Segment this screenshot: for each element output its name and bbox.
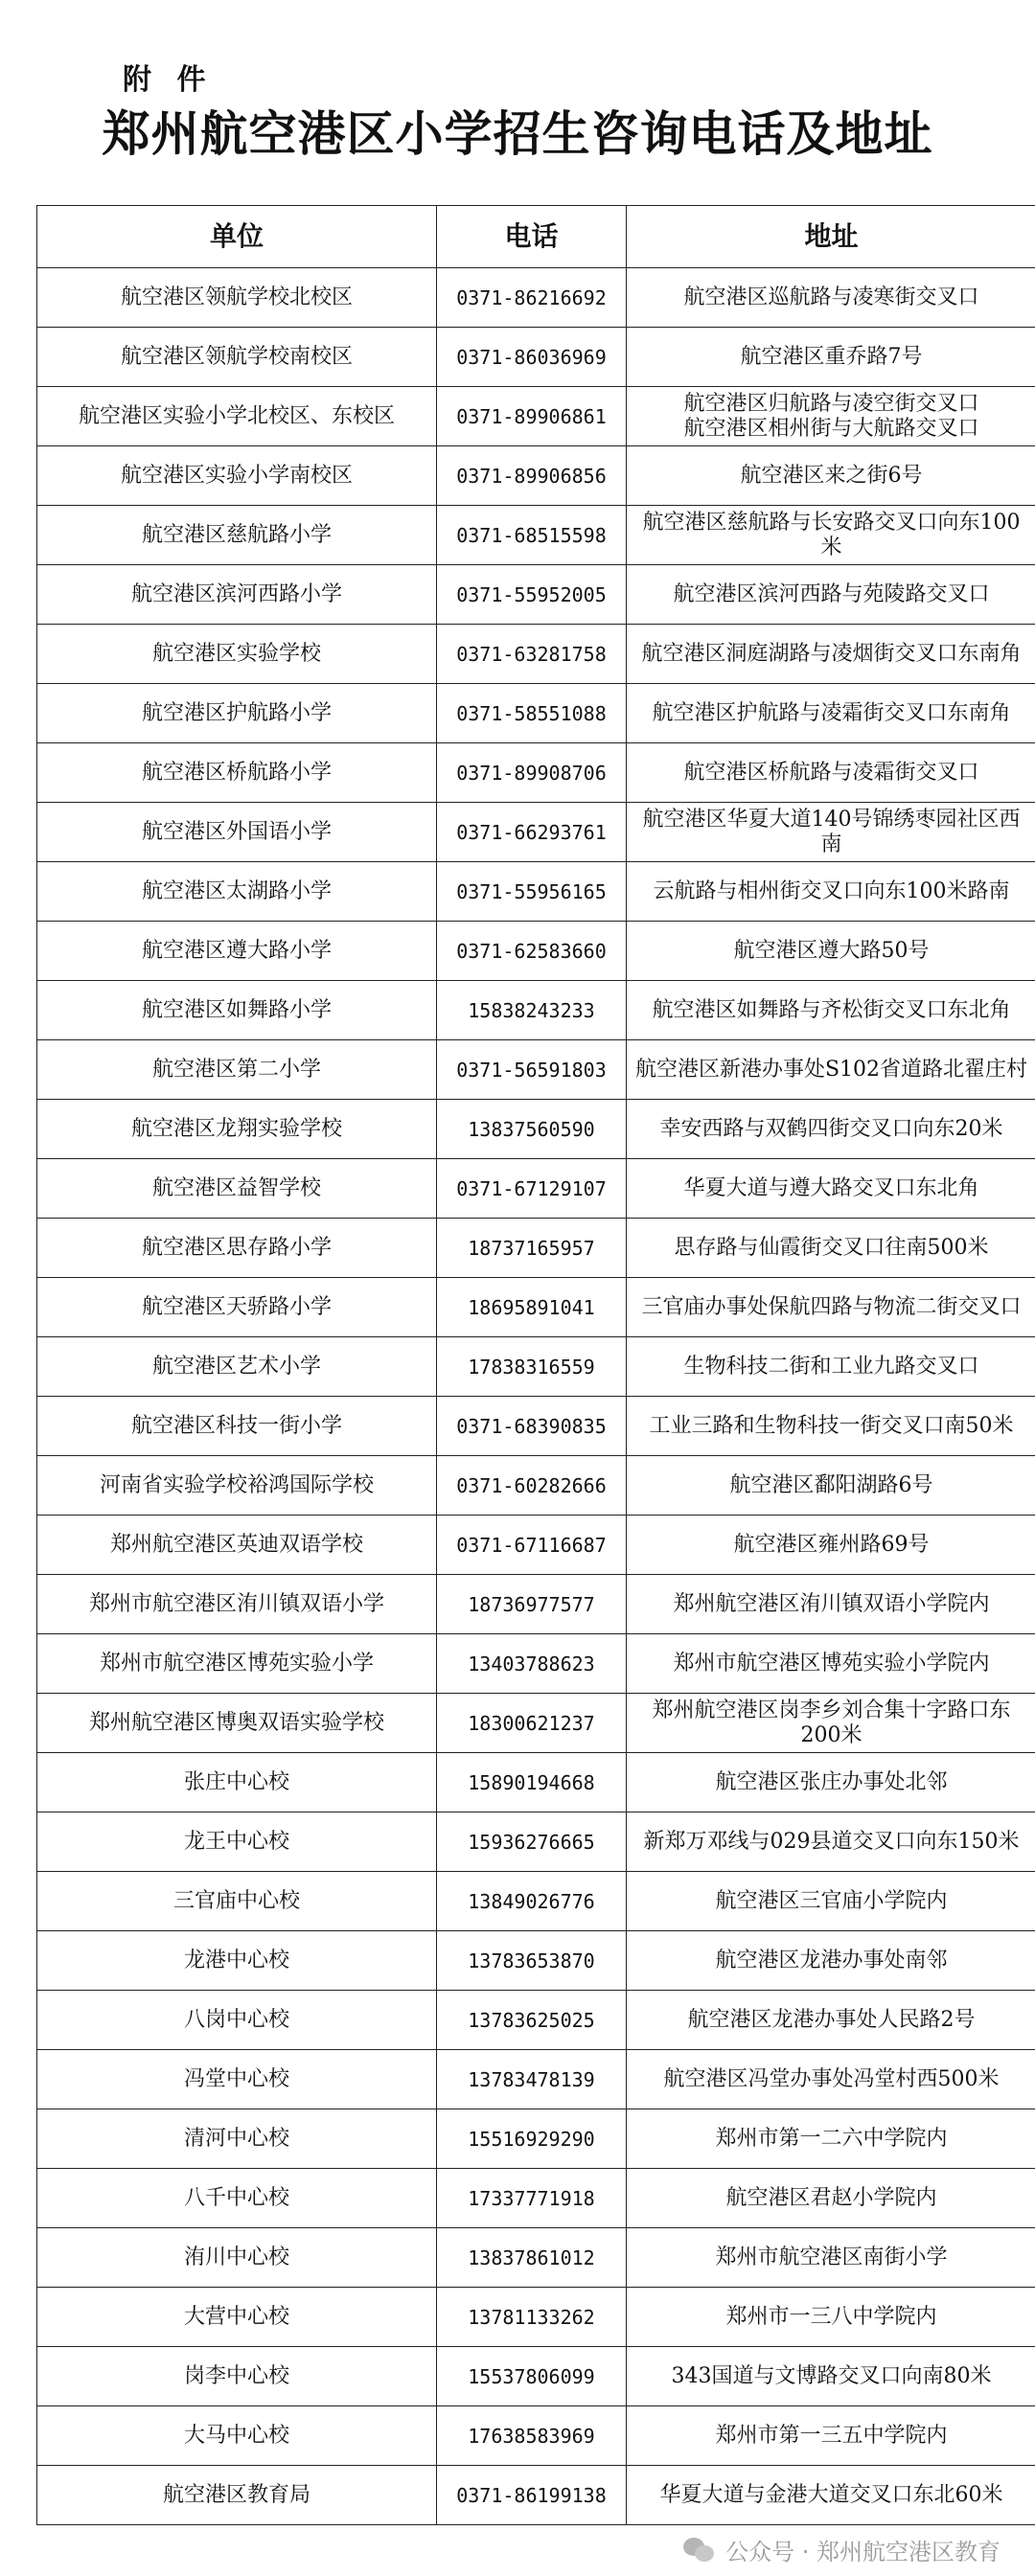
unit-cell: 航空港区外国语小学 (37, 803, 437, 862)
unit-cell: 航空港区桥航路小学 (37, 743, 437, 803)
table-row (37, 565, 1035, 625)
table-row (37, 743, 1035, 803)
phone-cell: 15516929290 (437, 2109, 627, 2169)
address-cell: 华夏大道与遵大路交叉口东北角 (627, 1159, 1035, 1219)
unit-cell: 航空港区实验小学北校区、东校区 (37, 387, 437, 446)
phone-cell: 18737165957 (437, 1219, 627, 1278)
unit-cell: 张庄中心校 (37, 1753, 437, 1812)
table-row (37, 1397, 1035, 1456)
address-cell: 航空港区护航路与凌霜街交叉口东南角 (627, 684, 1035, 743)
address-cell: 航空港区华夏大道140号锦绣枣园社区西南 (627, 803, 1035, 862)
table-row (37, 862, 1035, 922)
address-cell: 郑州市航空港区博苑实验小学院内 (627, 1634, 1035, 1694)
address-cell: 航空港区归航路与凌空街交叉口 航空港区相州街与大航路交叉口 (627, 387, 1035, 446)
phone-cell: 0371-89908706 (437, 743, 627, 803)
address-cell: 航空港区重乔路7号 (627, 328, 1035, 387)
phone-cell: 13781133262 (437, 2288, 627, 2347)
phone-cell: 0371-86199138 (437, 2466, 627, 2525)
address-cell: 航空港区洞庭湖路与凌烟街交叉口东南角 (627, 625, 1035, 684)
unit-cell: 航空港区遵大路小学 (37, 922, 437, 981)
address-cell: 云航路与相州街交叉口向东100米路南 (627, 862, 1035, 922)
table-row (37, 1694, 1035, 1753)
unit-cell: 航空港区龙翔实验学校 (37, 1100, 437, 1159)
unit-cell: 航空港区天骄路小学 (37, 1278, 437, 1337)
table-row (37, 2347, 1035, 2406)
phone-cell: 0371-56591803 (437, 1040, 627, 1100)
table-row (37, 1872, 1035, 1931)
phone-cell: 15838243233 (437, 981, 627, 1040)
phone-cell: 0371-55952005 (437, 565, 627, 625)
table-row (37, 506, 1035, 565)
unit-cell: 航空港区护航路小学 (37, 684, 437, 743)
phone-cell: 13783625025 (437, 1991, 627, 2050)
address-cell: 航空港区张庄办事处北邻 (627, 1753, 1035, 1812)
address-cell: 郑州航空港区岗李乡刘合集十字路口东200米 (627, 1694, 1035, 1753)
column-header-address: 地址 (627, 206, 1035, 268)
table-row (37, 1634, 1035, 1694)
address-cell: 新郑万邓线与029县道交叉口向东150米 (627, 1812, 1035, 1872)
unit-cell: 郑州航空港区英迪双语学校 (37, 1516, 437, 1575)
address-cell: 343国道与文博路交叉口向南80米 (627, 2347, 1035, 2406)
unit-cell: 航空港区益智学校 (37, 1159, 437, 1219)
phone-cell: 0371-68515598 (437, 506, 627, 565)
address-cell: 航空港区巡航路与凌寒街交叉口 (627, 268, 1035, 328)
address-cell: 生物科技二街和工业九路交叉口 (627, 1337, 1035, 1397)
table-row (37, 1337, 1035, 1397)
phone-cell: 17337771918 (437, 2169, 627, 2228)
address-cell: 航空港区遵大路50号 (627, 922, 1035, 981)
page-title: 郑州航空港区小学招生咨询电话及地址 (102, 105, 933, 162)
unit-cell: 航空港区艺术小学 (37, 1337, 437, 1397)
watermark-text: 公众号 · 郑州航空港区教育 (725, 2539, 1000, 2565)
table-row (37, 2466, 1035, 2525)
table-row (37, 268, 1035, 328)
phone-cell: 13849026776 (437, 1872, 627, 1931)
unit-cell: 航空港区领航学校南校区 (37, 328, 437, 387)
table-row (37, 387, 1035, 446)
table-row (37, 1159, 1035, 1219)
table-header-row (37, 206, 1035, 268)
unit-cell: 大马中心校 (37, 2406, 437, 2466)
table-row (37, 1040, 1035, 1100)
address-cell: 航空港区如舞路与齐松街交叉口东北角 (627, 981, 1035, 1040)
table-body (37, 268, 1035, 2525)
table-row (37, 1219, 1035, 1278)
table-row (37, 1516, 1035, 1575)
table-row (37, 625, 1035, 684)
unit-cell: 清河中心校 (37, 2109, 437, 2169)
phone-cell: 0371-63281758 (437, 625, 627, 684)
address-cell: 航空港区滨河西路与苑陵路交叉口 (627, 565, 1035, 625)
unit-cell: 航空港区领航学校北校区 (37, 268, 437, 328)
phone-cell: 18695891041 (437, 1278, 627, 1337)
phone-cell: 17838316559 (437, 1337, 627, 1397)
unit-cell: 冯堂中心校 (37, 2050, 437, 2109)
address-cell: 郑州航空港区洧川镇双语小学院内 (627, 1575, 1035, 1634)
table-row (37, 1931, 1035, 1991)
table-row (37, 1278, 1035, 1337)
table-row (37, 1812, 1035, 1872)
unit-cell: 大营中心校 (37, 2288, 437, 2347)
table-row (37, 446, 1035, 506)
address-cell: 幸安西路与双鹤四街交叉口向东20米 (627, 1100, 1035, 1159)
address-cell: 航空港区君赵小学院内 (627, 2169, 1035, 2228)
phone-cell: 0371-58551088 (437, 684, 627, 743)
phone-cell: 0371-62583660 (437, 922, 627, 981)
wechat-icon (683, 2536, 716, 2565)
phone-cell: 15537806099 (437, 2347, 627, 2406)
phone-cell: 13837560590 (437, 1100, 627, 1159)
address-cell: 航空港区来之街6号 (627, 446, 1035, 506)
phone-cell: 0371-60282666 (437, 1456, 627, 1516)
address-cell: 航空港区新港办事处S102省道路北翟庄村 (627, 1040, 1035, 1100)
address-cell: 三官庙办事处保航四路与物流二街交叉口 (627, 1278, 1035, 1337)
table-row (37, 1575, 1035, 1634)
address-cell: 航空港区三官庙小学院内 (627, 1872, 1035, 1931)
phone-cell: 0371-86216692 (437, 268, 627, 328)
unit-cell: 航空港区如舞路小学 (37, 981, 437, 1040)
address-cell: 航空港区雍州路69号 (627, 1516, 1035, 1575)
table-row (37, 1100, 1035, 1159)
table-row (37, 2050, 1035, 2109)
phone-cell: 13783478139 (437, 2050, 627, 2109)
address-cell: 航空港区龙港办事处南邻 (627, 1931, 1035, 1991)
unit-cell: 郑州市航空港区洧川镇双语小学 (37, 1575, 437, 1634)
unit-cell: 航空港区慈航路小学 (37, 506, 437, 565)
unit-cell: 八岗中心校 (37, 1991, 437, 2050)
unit-cell: 航空港区教育局 (37, 2466, 437, 2525)
address-cell: 思存路与仙霞街交叉口往南500米 (627, 1219, 1035, 1278)
table-row (37, 2169, 1035, 2228)
unit-cell: 航空港区科技一街小学 (37, 1397, 437, 1456)
unit-cell: 洧川中心校 (37, 2228, 437, 2288)
attachment-label: 附 件 (123, 63, 214, 97)
address-cell: 工业三路和生物科技一街交叉口南50米 (627, 1397, 1035, 1456)
unit-cell: 龙港中心校 (37, 1931, 437, 1991)
unit-cell: 航空港区太湖路小学 (37, 862, 437, 922)
unit-cell: 航空港区第二小学 (37, 1040, 437, 1100)
phone-cell: 18300621237 (437, 1694, 627, 1753)
phone-cell: 0371-89906861 (437, 387, 627, 446)
phone-cell: 0371-66293761 (437, 803, 627, 862)
table-row (37, 1753, 1035, 1812)
table-row (37, 2228, 1035, 2288)
address-cell: 航空港区鄱阳湖路6号 (627, 1456, 1035, 1516)
table-row (37, 684, 1035, 743)
unit-cell: 郑州航空港区博奥双语实验学校 (37, 1694, 437, 1753)
unit-cell: 岗李中心校 (37, 2347, 437, 2406)
phone-cell: 15936276665 (437, 1812, 627, 1872)
table-row (37, 2109, 1035, 2169)
column-header-unit: 单位 (37, 206, 437, 268)
unit-cell: 八千中心校 (37, 2169, 437, 2228)
address-cell: 郑州市第一三五中学院内 (627, 2406, 1035, 2466)
phone-cell: 0371-68390835 (437, 1397, 627, 1456)
phone-cell: 0371-67116687 (437, 1516, 627, 1575)
unit-cell: 三官庙中心校 (37, 1872, 437, 1931)
table-row (37, 803, 1035, 862)
column-header-phone: 电话 (437, 206, 627, 268)
unit-cell: 航空港区实验小学南校区 (37, 446, 437, 506)
unit-cell: 航空港区实验学校 (37, 625, 437, 684)
address-cell: 航空港区慈航路与长安路交叉口向东100米 (627, 506, 1035, 565)
unit-cell: 航空港区思存路小学 (37, 1219, 437, 1278)
table-row (37, 981, 1035, 1040)
address-cell: 航空港区冯堂办事处冯堂村西500米 (627, 2050, 1035, 2109)
unit-cell: 河南省实验学校裕鸿国际学校 (37, 1456, 437, 1516)
address-cell: 郑州市一三八中学院内 (627, 2288, 1035, 2347)
table-row (37, 922, 1035, 981)
phone-cell: 18736977577 (437, 1575, 627, 1634)
phone-cell: 13783653870 (437, 1931, 627, 1991)
table-row (37, 1456, 1035, 1516)
table-row (37, 2288, 1035, 2347)
unit-cell: 郑州市航空港区博苑实验小学 (37, 1634, 437, 1694)
table-row (37, 2406, 1035, 2466)
address-cell: 华夏大道与金港大道交叉口东北60米 (627, 2466, 1035, 2525)
phone-cell: 13403788623 (437, 1634, 627, 1694)
watermark (683, 2533, 1000, 2566)
unit-cell: 航空港区滨河西路小学 (37, 565, 437, 625)
address-cell: 航空港区龙港办事处人民路2号 (627, 1991, 1035, 2050)
phone-cell: 15890194668 (437, 1753, 627, 1812)
phone-cell: 0371-89906856 (437, 446, 627, 506)
phone-cell: 0371-86036969 (437, 328, 627, 387)
unit-cell: 龙王中心校 (37, 1812, 437, 1872)
table-row (37, 1991, 1035, 2050)
address-cell: 航空港区桥航路与凌霜街交叉口 (627, 743, 1035, 803)
phone-cell: 13837861012 (437, 2228, 627, 2288)
contact-table (36, 205, 1035, 2525)
address-cell: 郑州市第一二六中学院内 (627, 2109, 1035, 2169)
phone-cell: 0371-55956165 (437, 862, 627, 922)
phone-cell: 0371-67129107 (437, 1159, 627, 1219)
table-row (37, 328, 1035, 387)
address-cell: 郑州市航空港区南街小学 (627, 2228, 1035, 2288)
phone-cell: 17638583969 (437, 2406, 627, 2466)
